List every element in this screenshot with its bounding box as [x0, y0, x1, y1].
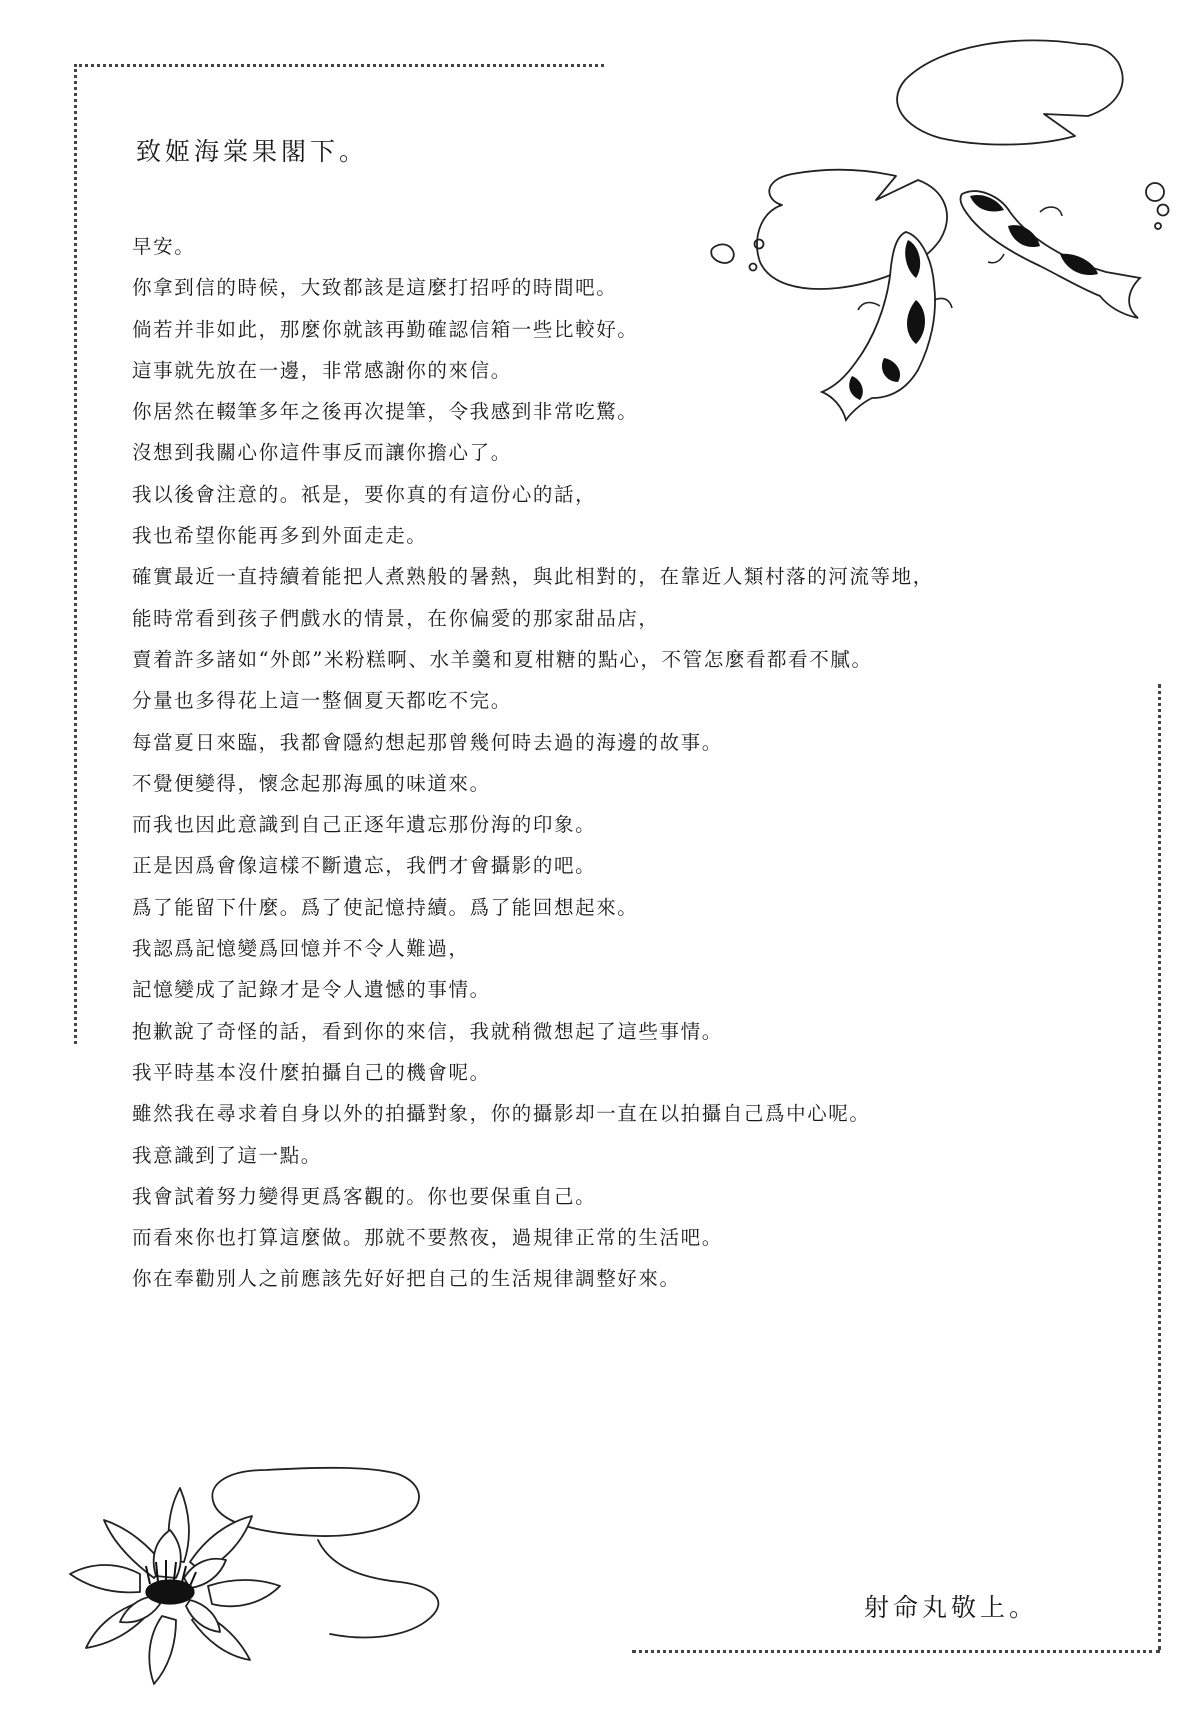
letter-line: 倘若并非如此，那麼你就該再勤確認信箱一些比較好。	[132, 317, 639, 341]
letter-line: 沒想到我關心你這件事反而讓你擔心了。	[132, 441, 512, 465]
letter-line: 而看來你也打算這麼做。那就不要熬夜，過規律正常的生活吧。	[132, 1226, 723, 1250]
lily-pad-icon	[318, 1540, 438, 1637]
bubbles-icon	[1158, 205, 1169, 216]
letter-line: 正是因爲會像這樣不斷遺忘，我們才會攝影的吧。	[132, 854, 597, 878]
bubbles-icon	[1146, 183, 1164, 201]
letter-line: 抱歉說了奇怪的話，看到你的來信，我就稍微想起了這些事情。	[132, 1019, 723, 1043]
letter-line: 我平時基本沒什麼拍攝自己的機會呢。	[132, 1060, 491, 1084]
letter-line: 你居然在輟筆多年之後再次提筆，令我感到非常吃驚。	[132, 400, 639, 424]
letter-line: 爲了能留下什麼。爲了使記憶持續。爲了能回想起來。	[132, 895, 639, 919]
letter-signature: 射命丸敬上。	[864, 1593, 1039, 1622]
letter-line: 記憶變成了記錄才是令人遺憾的事情。	[132, 978, 491, 1002]
lily-pad-icon	[897, 40, 1123, 144]
letter-body	[132, 226, 1072, 1300]
letter-line: 這事就先放在一邊，非常感謝你的來信。	[132, 358, 512, 382]
letter-line: 而我也因此意識到自己正逐年遺忘那份海的印象。	[132, 813, 597, 837]
letter-line: 你在奉勸別人之前應該先好好把自己的生活規律調整好來。	[132, 1267, 681, 1291]
letter-line: 能時常看到孩子們戲水的情景，在你偏愛的那家甜品店，	[132, 606, 660, 630]
letter-line: 我也希望你能再多到外面走走。	[132, 524, 428, 548]
letter-line: 我意識到了這一點。	[132, 1143, 322, 1167]
letter-line: 雖然我在尋求着自身以外的拍攝對象，你的攝影却一直在以拍攝自己爲中心呢。	[132, 1102, 871, 1126]
letter-line: 每當夏日來臨，我都會隱約想起那曾幾何時去過的海邊的故事。	[132, 730, 723, 754]
letter-line: 我會試着努力變得更爲客觀的。你也要保重自己。	[132, 1184, 597, 1208]
letter-line: 確實最近一直持續着能把人煮熟般的暑熱，與此相對的，在靠近人類村落的河流等地，	[132, 565, 934, 589]
letter-line: 你拿到信的時候，大致都該是這麼打招呼的時間吧。	[132, 276, 618, 300]
bubbles-icon	[1155, 223, 1161, 229]
letter-salutation: 致姬海棠果閣下。	[136, 137, 369, 166]
letter-line: 不覺便變得，懷念起那海風的味道來。	[132, 771, 491, 795]
letter-line: 我認爲記憶變爲回憶并不令人難過，	[132, 937, 470, 961]
letter-line: 我以後會注意的。祇是，要你真的有這份心的話，	[132, 482, 597, 506]
letter-line: 早安。	[132, 235, 196, 258]
letter-line: 賣着許多諸如“外郎”米粉糕啊、水羊羹和夏柑糖的點心，不管怎麼看都看不膩。	[132, 647, 873, 671]
letter-line: 分量也多得花上這一整個夏天都吃不完。	[132, 689, 512, 713]
